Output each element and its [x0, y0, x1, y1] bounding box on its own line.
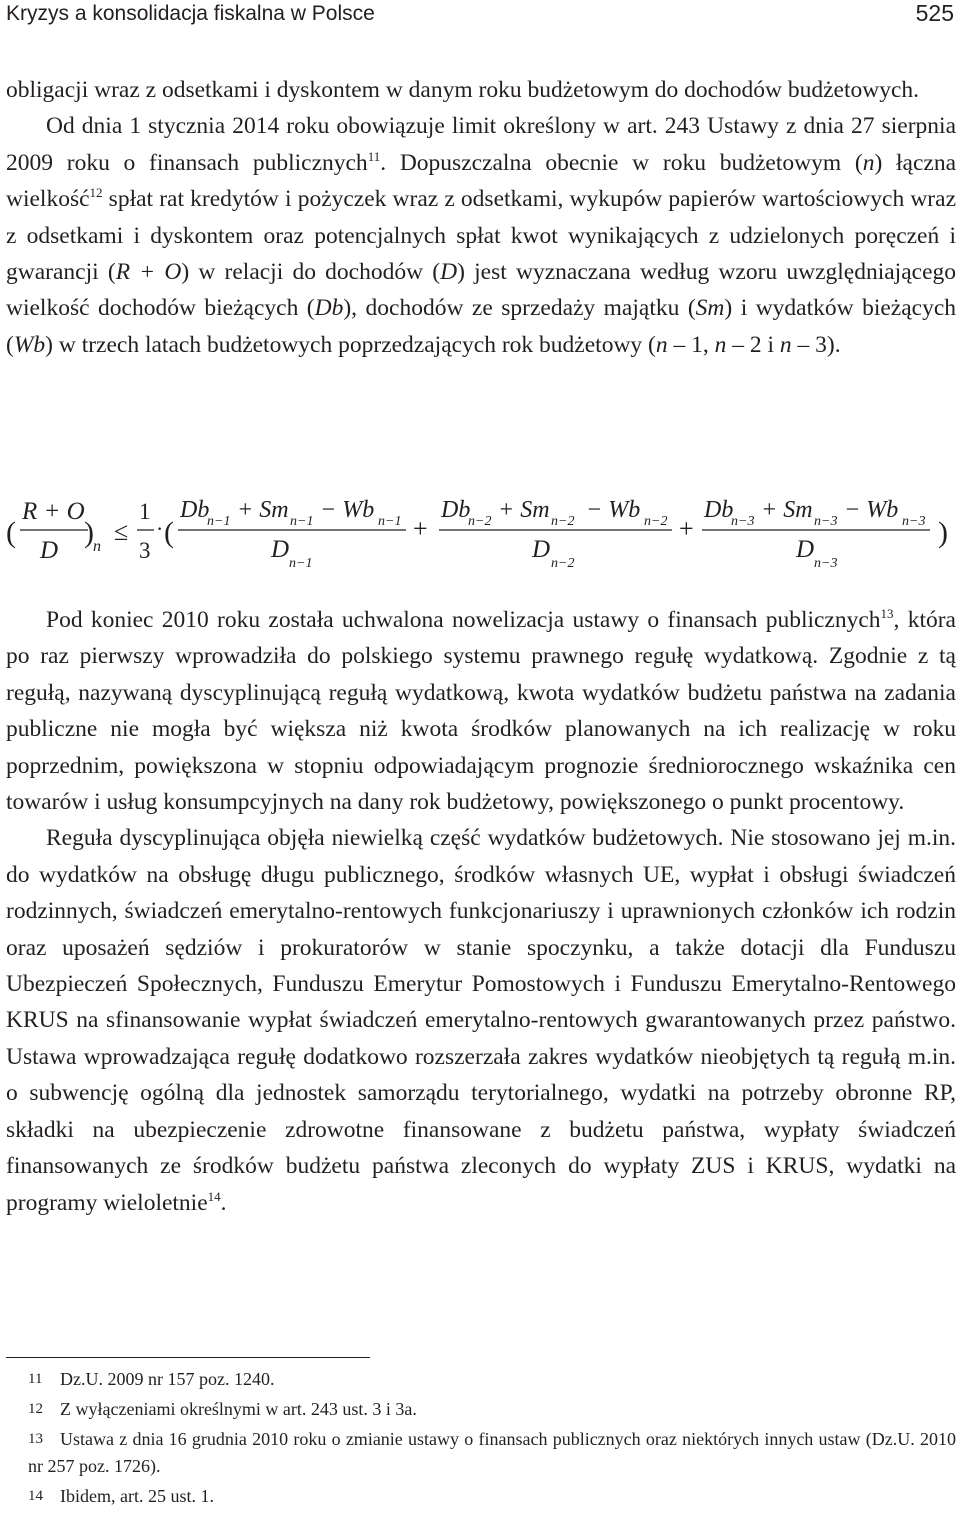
t3-sub2: n−3	[814, 514, 838, 529]
formula-dot: ·	[156, 516, 164, 541]
t2-db: Db	[441, 497, 471, 523]
formula-lhs-denominator: D	[40, 537, 59, 564]
formula-lhs-subscript: n	[93, 538, 101, 555]
body-text-top	[6, 72, 956, 363]
footnote-11: 11 Dz.U. 2009 nr 157 poz. 1240.	[28, 1369, 275, 1389]
formula-leq: ≤	[114, 517, 129, 546]
formula-lparen-sum: (	[164, 516, 174, 549]
t2-sub2: n−2	[551, 514, 575, 529]
footnote-13: 13 Ustawa z dnia 16 grudnia 2010 roku o zmianie ustawy o finansach publicznych oraz niektórych innych ustaw (Dz.U. 2010 nr 257 poz. 1726).	[28, 1429, 956, 1476]
t2-sub3: n−2	[644, 514, 668, 529]
t1-den-sub: n−1	[289, 556, 313, 571]
paragraph-limit: Od dnia 1 stycznia 2014 roku obowiązuje limit określony w art. 243 Ustawy z dnia 27 sierpnia 2009 roku o finansach publicznych$^{11}$. Dopuszczalna obecnie w roku budżetowym (n) łączna wielkość$^{12}$ spłat rat kredytów i pożyczek wraz z odsetkami, wykupów papierów wartościowych wraz z odsetkami i dyskontem oraz potencjalnych spłat kwot wynikających z udzielonych poręczeń i gwarancji (R + O) w relacji do dochodów (D) jest wyznaczana według wzoru uwzględniającego wielkość dochodów bieżących (Db), dochodów ze sprzedaży majątku (Sm) i wydatków bieżących (Wb) w trzech latach budżetowych poprzedzających rok budżetowy (n – 1, n – 2 i n – 3).	[6, 113, 957, 358]
footnote-ref-14[interactable]: 14	[207, 1188, 221, 1204]
running-header	[6, 2, 954, 28]
footnote-separator	[6, 1357, 370, 1358]
paragraph-continuation: obligacji wraz z odsetkami i dyskontem w danym roku budżetowym do dochodów budżetowych.	[6, 77, 920, 103]
t1-sm: + Sm	[237, 497, 289, 523]
formula-rparen-sum: )	[938, 516, 948, 549]
body-text-bottom	[6, 602, 956, 1221]
footnote-ref-12[interactable]: 12	[89, 185, 103, 201]
t1-sub3: n−1	[378, 514, 402, 529]
t2-den-sub: n−2	[551, 556, 575, 571]
footnote-12: 12 Z wyłączeniami określnymi w art. 243 ust. 3 i 3a.	[28, 1399, 417, 1419]
formula-lparen-lhs: (	[6, 516, 16, 549]
page-number: 525	[915, 0, 954, 26]
t2-wb: − Wb	[586, 497, 641, 523]
t1-den: D	[271, 536, 290, 563]
footnotes	[6, 1366, 956, 1513]
t3-db: Db	[704, 497, 734, 523]
footnote-ref-13[interactable]: 13	[880, 606, 894, 621]
t2-den: D	[532, 536, 551, 563]
footnote-ref-11[interactable]: 11	[367, 148, 381, 164]
t3-sm: + Sm	[761, 497, 813, 523]
t1-db: Db	[180, 497, 210, 523]
t1-wb: − Wb	[320, 497, 375, 523]
paragraph-spending-rule: Pod koniec 2010 roku została uchwalona nowelizacja ustawy o finansach publicznych$^{13}$, która po raz pierwszy wprowadziła do polskiego systemu prawnego regułę wydatkową. Zgodnie z tą regułą, nazywaną dyscyplinującą regułą wydatkową, kwota wydatków budżetu państwa na zadania publiczne nie mogła być większa niż kwota środków planowanych na ich realizację w roku poprzednim, powiększona w stopniu odpowiadającym prognozie średniorocznego wskaźnika cen towarów i usług konsumpcyjnych na dany rok budżetowy, powiększonego o punkt procentowy.	[6, 606, 956, 816]
t3-den-sub: n−3	[814, 556, 838, 571]
debt-limit-formula	[4, 488, 956, 580]
t1-sub1: n−1	[207, 514, 231, 529]
t2-sm: + Sm	[498, 497, 550, 523]
formula-rparen-lhs: )	[84, 516, 94, 549]
formula-lhs-numerator: R + O	[22, 498, 85, 525]
t2-sub1: n−2	[468, 514, 492, 529]
formula-third-num: 1	[139, 499, 151, 524]
t3-den: D	[796, 536, 815, 563]
t3-wb: − Wb	[844, 497, 899, 523]
t3-sub1: n−3	[731, 514, 755, 529]
formula-plus-1: +	[413, 514, 428, 543]
formula-plus-2: +	[679, 514, 694, 543]
t3-sub3: n−3	[902, 514, 926, 529]
running-title: Kryzys a konsolidacja fiskalna w Polsce	[6, 2, 375, 25]
t1-sub2: n−1	[290, 514, 314, 529]
paragraph-rule-scope: Reguła dyscyplinująca objęła niewielką część wydatków budżetowych. Nie stosowano jej m.in. do wydatków na obsługę długu publicznego, środków własnych UE, wypłat i obsługi świadczeń rodzinnych, świadczeń emerytalno-rentowych funkcjonariuszy i uprawnionych członków ich rodzin oraz uposażeń sędziów i prokuratorów w stanie spoczynku, a także dotacji dla Funduszu Ubezpieczeń Społecznych, Funduszu Emerytur Pomostowych i Funduszu Emerytalno-Rentowego KRUS na sfinansowanie wypłat świadczeń emerytalno-rentowych gwarantowanych przez państwo. Ustawa wprowadzająca regułę dodatkowo rozszerzała zakres wydatków nieobjętych tą regułą m.in. o subwencję ogólną dla jednostek samorządu terytorialnego, wydatki na potrzeby obronne RP, składki na ubezpieczenie zdrowotne finansowane z budżetu państwa, wypłaty świadczeń finansowanych ze środków budżetu państwa zleconych do wypłaty ZUS i KRUS, wydatki na programy wieloletnie$^{14}$.	[6, 825, 956, 1216]
footnote-14: 14 Ibidem, art. 25 ust. 1.	[28, 1486, 214, 1506]
formula-third-den: 3	[139, 538, 151, 563]
